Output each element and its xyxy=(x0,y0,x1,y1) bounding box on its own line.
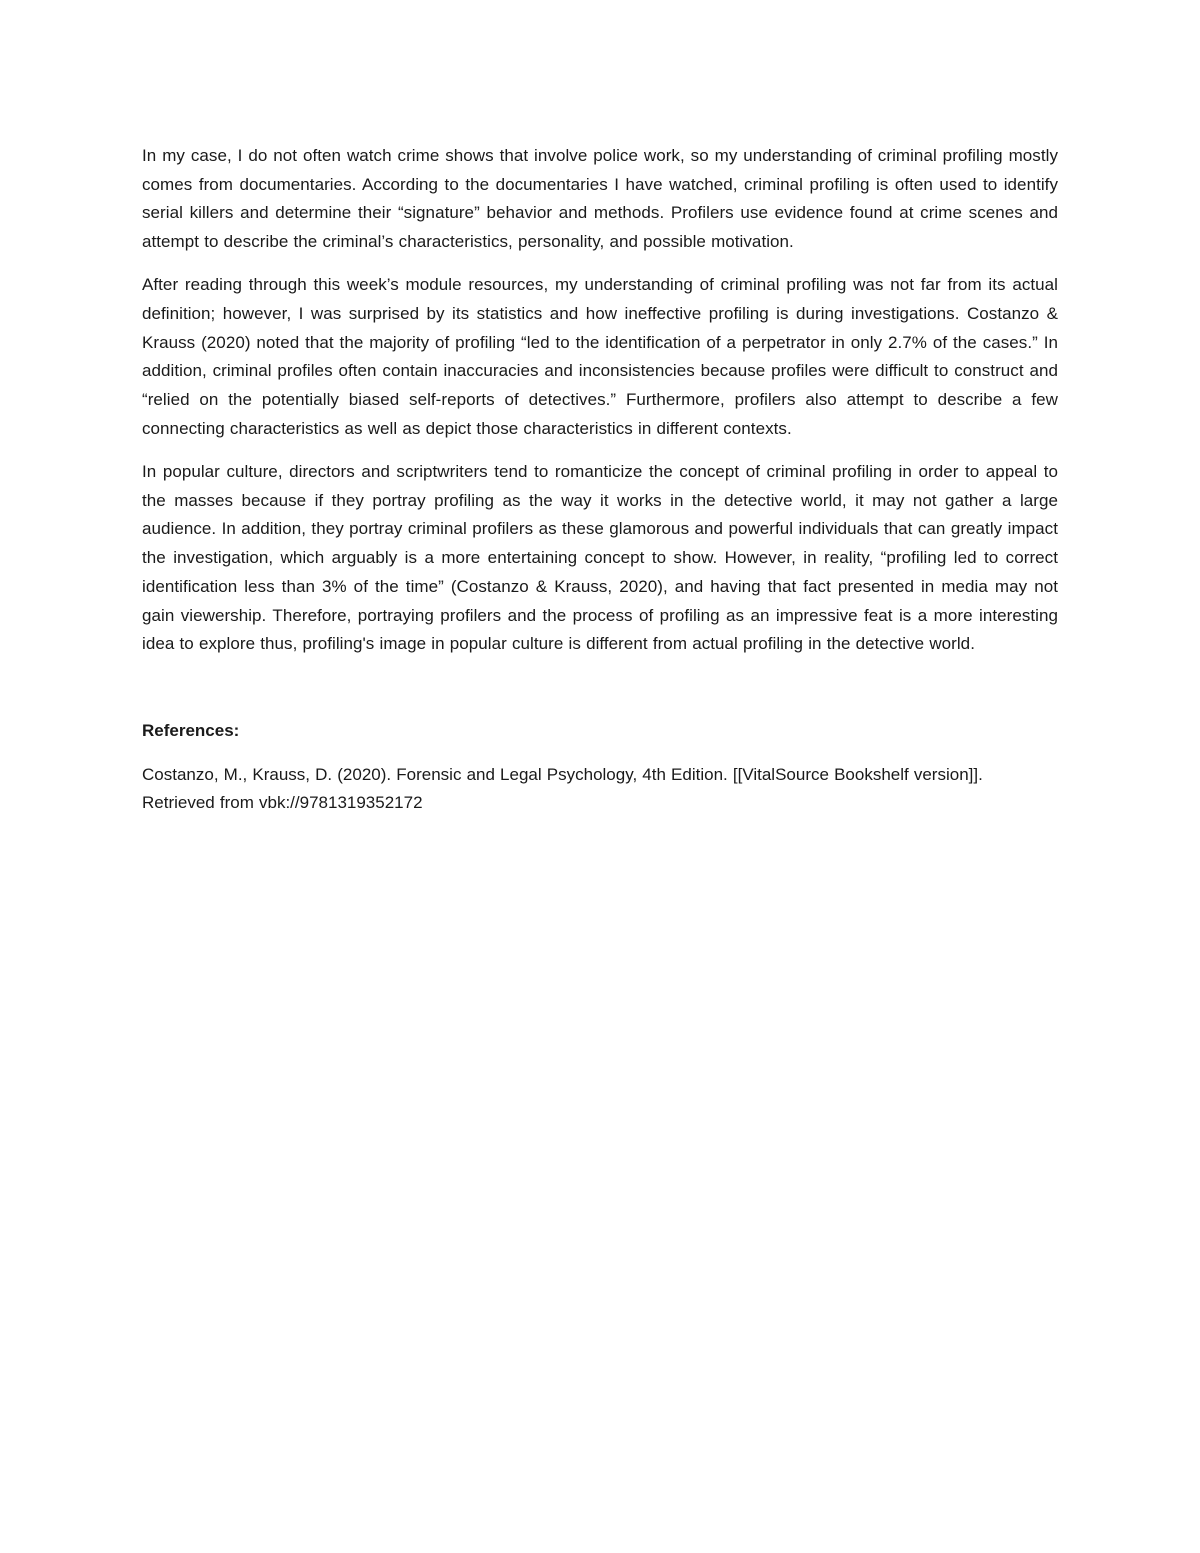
document-body xyxy=(142,142,1058,818)
paragraph-2: After reading through this week’s module resources, my understanding of criminal profiling was not far from its actual definition; however, I was surprised by its statistics and how ineffective profiling is during investigations. Costanzo & Krauss (2020) noted that the majority of profiling “led to the identification of a perpetrator in only 2.7% of the cases.” In addition, criminal profiles often contain inaccuracies and inconsistencies because profiles were difficult to construct and “relied on the potentially biased self-reports of detectives.” Furthermore, profilers also attempt to describe a few connecting characteristics as well as depict those characteristics in different contexts. xyxy=(142,275,1058,438)
references-heading: References: xyxy=(142,721,240,741)
paragraph-3: In popular culture, directors and scriptwriters tend to romanticize the concept of criminal profiling in order to appeal to the masses because if they portray profiling as the way it works in the detective world, it may not gather a large audience. In addition, they portray criminal profilers as these glamorous and powerful individuals that can greatly impact the investigation, which arguably is a more entertaining concept to show. However, in reality, “profiling led to correct identification less than 3% of the time” (Costanzo & Krauss, 2020), and having that fact presented in media may not gain viewership. Therefore, portraying profilers and the process of profiling as an impressive feat is a more interesting idea to explore thus, profiling's image in popular culture is different from actual profiling in the detective world. xyxy=(142,462,1058,654)
paragraph-1: In my case, I do not often watch crime shows that involve police work, so my understanding of criminal profiling mostly comes from documentaries. According to the documentaries I have watched, criminal profiling is often used to identify serial killers and determine their “signature” behavior and methods. Profilers use evidence found at crime scenes and attempt to describe the criminal’s characteristics, personality, and possible motivation. xyxy=(142,146,1058,252)
reference-entry: Costanzo, M., Krauss, D. (2020). Forensic and Legal Psychology, 4th Edition. [[VitalSource Bookshelf version]]. Retrieved from vbk://9781319352172 xyxy=(142,764,983,813)
section-spacer xyxy=(142,673,1058,717)
